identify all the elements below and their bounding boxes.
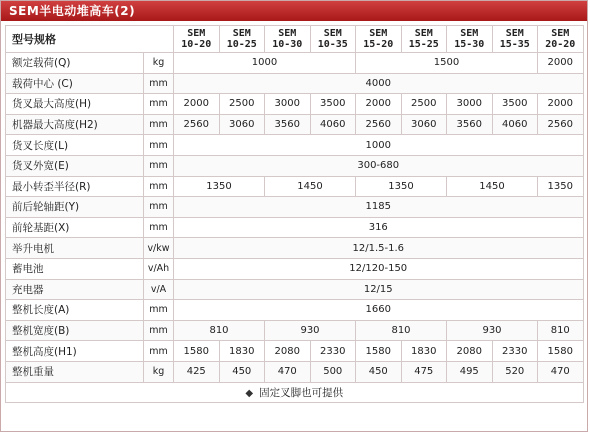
value-cell: 1000: [174, 135, 584, 156]
table-row: [6, 94, 584, 115]
value-cell: 2080: [265, 341, 311, 362]
spec-table: [5, 25, 584, 403]
value-cell: 1000: [174, 53, 356, 74]
value-cell: 2500: [219, 94, 265, 115]
value-cell: 4000: [174, 73, 584, 94]
table-row: [6, 197, 584, 218]
diamond-icon: ◆: [245, 387, 254, 399]
row-label: 整机高度(H1): [6, 341, 144, 362]
model-series: SEM: [187, 28, 206, 39]
value-cell: 2500: [401, 94, 447, 115]
table-footer-row: [6, 382, 584, 403]
row-label: 机器最大高度(H2): [6, 114, 144, 135]
value-cell: 1450: [265, 176, 356, 197]
row-label: 蓄电池: [6, 258, 144, 279]
panel-title: SEM半电动堆高车(2): [1, 1, 587, 21]
model-series: SEM: [414, 28, 433, 39]
value-cell: 2000: [356, 94, 402, 115]
model-header: [492, 26, 538, 53]
value-cell: 316: [174, 217, 584, 238]
row-label: 举升电机: [6, 238, 144, 259]
value-cell: 2000: [538, 53, 584, 74]
model-series: SEM: [551, 28, 570, 39]
row-unit: mm: [144, 217, 174, 238]
row-unit: mm: [144, 114, 174, 135]
model-header: [538, 26, 584, 53]
model-series: SEM: [232, 28, 251, 39]
model-number: 15-20: [363, 39, 394, 50]
value-cell: 810: [538, 320, 584, 341]
row-unit: mm: [144, 73, 174, 94]
row-label: 货叉最大高度(H): [6, 94, 144, 115]
value-cell: 1580: [538, 341, 584, 362]
row-label: 前后轮轴距(Y): [6, 197, 144, 218]
model-number: 10-20: [181, 39, 212, 50]
model-header: [219, 26, 265, 53]
model-header: [310, 26, 356, 53]
value-cell: 1580: [174, 341, 220, 362]
value-cell: 2330: [492, 341, 538, 362]
value-cell: 1830: [401, 341, 447, 362]
value-cell: 520: [492, 361, 538, 382]
value-cell: 810: [174, 320, 265, 341]
value-cell: 2560: [174, 114, 220, 135]
model-series: SEM: [323, 28, 342, 39]
value-cell: 1185: [174, 197, 584, 218]
value-cell: 1350: [174, 176, 265, 197]
value-cell: 12/120-150: [174, 258, 584, 279]
table-row: [6, 361, 584, 382]
model-number: 10-35: [317, 39, 348, 50]
value-cell: 3000: [265, 94, 311, 115]
value-cell: 1450: [447, 176, 538, 197]
value-cell: 470: [265, 361, 311, 382]
value-cell: 500: [310, 361, 356, 382]
value-cell: 495: [447, 361, 493, 382]
row-label: 整机长度(A): [6, 300, 144, 321]
value-cell: 1350: [538, 176, 584, 197]
value-cell: 3060: [401, 114, 447, 135]
row-unit: mm: [144, 197, 174, 218]
model-number: 20-20: [545, 39, 576, 50]
value-cell: 3560: [265, 114, 311, 135]
row-label: 最小转歪半径(R): [6, 176, 144, 197]
value-cell: 1660: [174, 300, 584, 321]
value-cell: 470: [538, 361, 584, 382]
value-cell: 4060: [310, 114, 356, 135]
value-cell: 475: [401, 361, 447, 382]
row-label: 前轮基距(X): [6, 217, 144, 238]
row-label: 货叉长度(L): [6, 135, 144, 156]
model-header: [265, 26, 311, 53]
value-cell: 930: [447, 320, 538, 341]
row-unit: v/A: [144, 279, 174, 300]
value-cell: 450: [356, 361, 402, 382]
value-cell: 12/15: [174, 279, 584, 300]
table-row: [6, 155, 584, 176]
value-cell: 425: [174, 361, 220, 382]
row-label: 额定载荷(Q): [6, 53, 144, 74]
model-header: [356, 26, 402, 53]
model-header: [174, 26, 220, 53]
model-header: [447, 26, 493, 53]
value-cell: 1350: [356, 176, 447, 197]
value-cell: 3000: [447, 94, 493, 115]
footer-text: 固定叉脚也可提供: [259, 386, 344, 399]
model-number: 10-30: [272, 39, 303, 50]
value-cell: 3560: [447, 114, 493, 135]
table-row: [6, 279, 584, 300]
table-row: [6, 53, 584, 74]
value-cell: 12/1.5-1.6: [174, 238, 584, 259]
value-cell: 4060: [492, 114, 538, 135]
value-cell: 2000: [538, 94, 584, 115]
table-row: [6, 341, 584, 362]
value-cell: 1580: [356, 341, 402, 362]
value-cell: 2000: [174, 94, 220, 115]
value-cell: 2560: [356, 114, 402, 135]
row-label: 载荷中心 (C): [6, 73, 144, 94]
row-unit: kg: [144, 53, 174, 74]
value-cell: 3060: [219, 114, 265, 135]
row-unit: mm: [144, 135, 174, 156]
row-label: 整机重量: [6, 361, 144, 382]
row-unit: mm: [144, 341, 174, 362]
value-cell: 3500: [310, 94, 356, 115]
footer-note: [6, 382, 584, 403]
row-unit: mm: [144, 176, 174, 197]
table-row: [6, 73, 584, 94]
table-row: [6, 320, 584, 341]
model-series: SEM: [460, 28, 479, 39]
value-cell: 930: [265, 320, 356, 341]
row-unit: mm: [144, 300, 174, 321]
value-cell: 810: [356, 320, 447, 341]
table-header-row: [6, 26, 584, 53]
model-number: 15-35: [499, 39, 530, 50]
row-label: 充电器: [6, 279, 144, 300]
table-row: [6, 238, 584, 259]
table-row: [6, 258, 584, 279]
value-cell: 300-680: [174, 155, 584, 176]
value-cell: 3500: [492, 94, 538, 115]
table-row: [6, 176, 584, 197]
row-label: 货叉外宽(E): [6, 155, 144, 176]
row-unit: mm: [144, 320, 174, 341]
header-label: 型号规格: [6, 26, 174, 53]
value-cell: 2560: [538, 114, 584, 135]
row-unit: mm: [144, 94, 174, 115]
row-unit: v/kw: [144, 238, 174, 259]
row-unit: mm: [144, 155, 174, 176]
value-cell: 450: [219, 361, 265, 382]
value-cell: 1830: [219, 341, 265, 362]
model-number: 15-25: [408, 39, 439, 50]
value-cell: 2330: [310, 341, 356, 362]
model-header: [401, 26, 447, 53]
table-row: [6, 114, 584, 135]
value-cell: 1500: [356, 53, 538, 74]
table-row: [6, 300, 584, 321]
row-label: 整机宽度(B): [6, 320, 144, 341]
value-cell: 2080: [447, 341, 493, 362]
model-series: SEM: [278, 28, 297, 39]
table-row: [6, 217, 584, 238]
model-series: SEM: [369, 28, 388, 39]
model-series: SEM: [505, 28, 524, 39]
row-unit: kg: [144, 361, 174, 382]
model-number: 15-30: [454, 39, 485, 50]
row-unit: v/Ah: [144, 258, 174, 279]
table-row: [6, 135, 584, 156]
model-number: 10-25: [226, 39, 257, 50]
